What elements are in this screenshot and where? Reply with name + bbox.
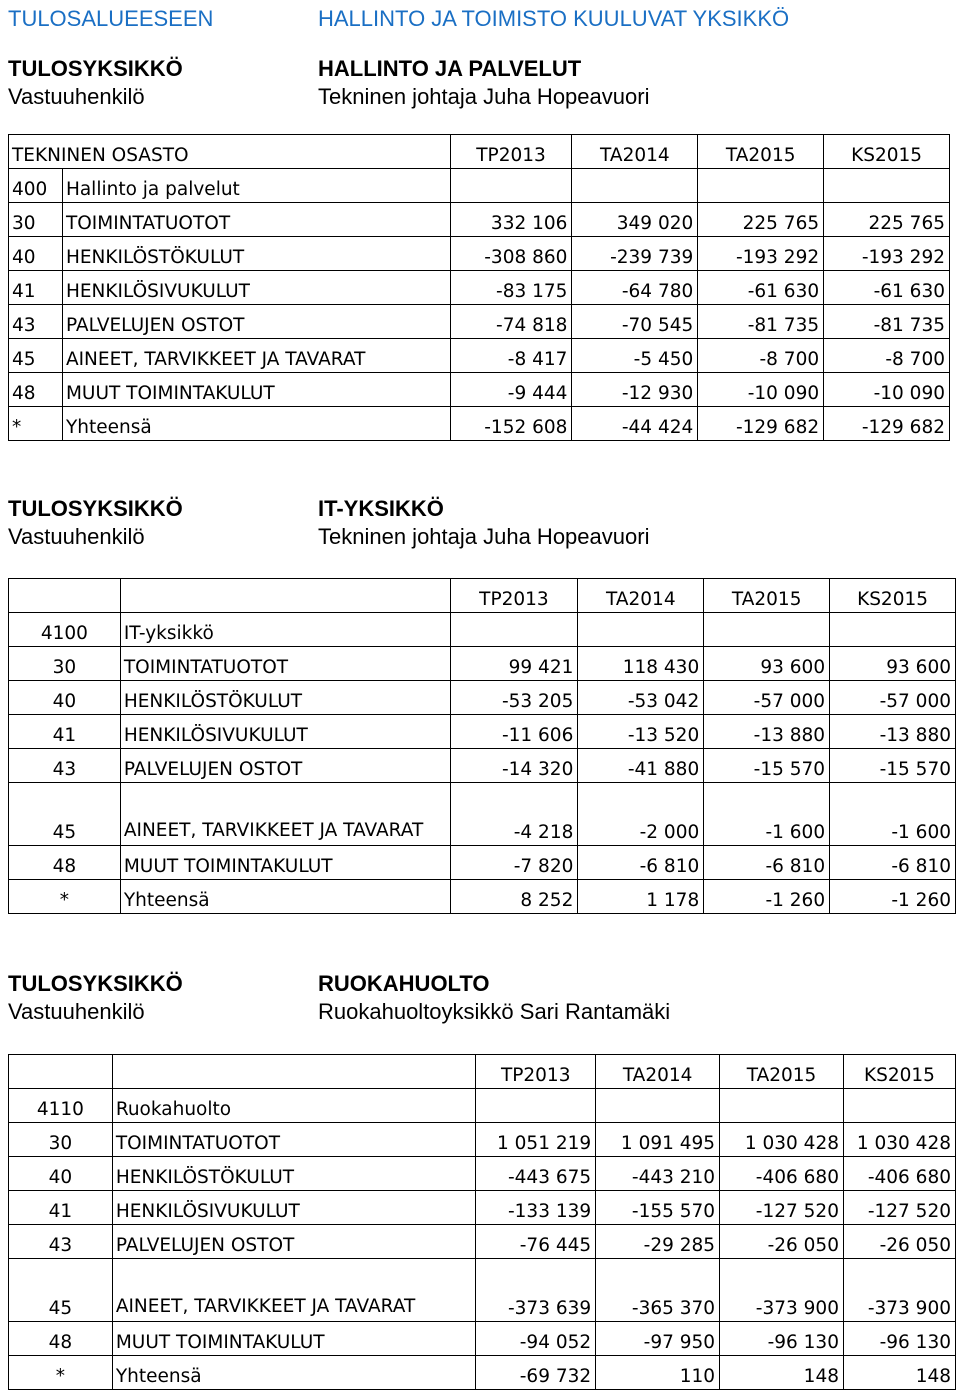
table-row	[9, 783, 956, 846]
budget-table-it	[8, 578, 956, 914]
value-cell: 349 020	[572, 203, 698, 237]
budget-table-hallinto	[8, 134, 950, 441]
value-cell: -1 600	[704, 783, 830, 846]
account-name: HENKILÖSTÖKULUT	[112, 1157, 475, 1191]
account-code: 4110	[9, 1089, 113, 1123]
account-name: HENKILÖSIVUKULUT	[120, 715, 450, 749]
value-cell: -97 950	[596, 1322, 720, 1356]
value-cell: -406 680	[843, 1157, 955, 1191]
account-name: MUUT TOIMINTAKULUT	[62, 373, 450, 407]
account-code: *	[9, 880, 121, 914]
group-row	[9, 613, 956, 647]
table-header-row	[9, 1055, 956, 1089]
value-cell: -61 630	[824, 271, 950, 305]
value-cell: -2 000	[578, 783, 704, 846]
value-cell: -193 292	[698, 237, 824, 271]
account-name: HENKILÖSTÖKULUT	[62, 237, 450, 271]
unit-label: TULOSYKSIKKÖ	[8, 971, 183, 996]
account-name: IT-yksikkö	[120, 613, 450, 647]
unit-name: HALLINTO JA PALVELUT	[318, 56, 582, 81]
value-cell: 1 030 428	[720, 1123, 844, 1157]
group-row	[9, 169, 950, 203]
table-header-row	[9, 579, 956, 613]
value-cell: -44 424	[572, 407, 698, 441]
account-code: 41	[9, 271, 63, 305]
header-cell: TA2014	[572, 135, 698, 169]
value-cell: -193 292	[824, 237, 950, 271]
account-name: Yhteensä	[112, 1356, 475, 1390]
table-row	[9, 681, 956, 715]
table-row	[9, 237, 950, 271]
value-cell: -127 520	[843, 1191, 955, 1225]
person-label: Vastuuhenkilö	[8, 84, 145, 109]
account-code: 400	[9, 169, 63, 203]
account-code: 45	[9, 339, 63, 373]
value-cell: -13 880	[830, 715, 956, 749]
budget-table-ruokahuolto	[8, 1054, 956, 1390]
account-name: Ruokahuolto	[112, 1089, 475, 1123]
header-cell: TA2015	[698, 135, 824, 169]
value-cell: -96 130	[720, 1322, 844, 1356]
header-cell: TA2014	[578, 579, 704, 613]
value-cell: -443 675	[476, 1157, 596, 1191]
value-cell: 332 106	[450, 203, 572, 237]
header-cell: TA2015	[704, 579, 830, 613]
value-cell: -10 090	[824, 373, 950, 407]
group-row	[9, 1089, 956, 1123]
value-cell: -9 444	[450, 373, 572, 407]
value-cell: -7 820	[450, 846, 578, 880]
value-cell: -64 780	[572, 271, 698, 305]
value-cell: -61 630	[698, 271, 824, 305]
value-cell: -365 370	[596, 1259, 720, 1322]
value-cell: 118 430	[578, 647, 704, 681]
unit-person: Ruokahuoltoyksikkö Sari Rantamäki	[318, 999, 671, 1024]
account-name: AINEET, TARVIKKEET JA TAVARAT	[62, 339, 450, 373]
total-row	[9, 880, 956, 914]
value-cell: 148	[720, 1356, 844, 1390]
unit-label: TULOSYKSIKKÖ	[8, 56, 183, 81]
header-cell: TP2013	[450, 579, 578, 613]
table-row	[9, 271, 950, 305]
area-heading: TULOSALUEESEEN	[8, 6, 214, 31]
account-code: 45	[9, 1259, 113, 1322]
table-row	[9, 1191, 956, 1225]
account-code: 48	[9, 846, 121, 880]
account-code: 4100	[9, 613, 121, 647]
value-cell: -53 042	[578, 681, 704, 715]
table-row	[9, 1322, 956, 1356]
table-row	[9, 1225, 956, 1259]
account-code: 40	[9, 681, 121, 715]
value-cell: -26 050	[720, 1225, 844, 1259]
account-name: HENKILÖSIVUKULUT	[112, 1191, 475, 1225]
account-name: Hallinto ja palvelut	[62, 169, 450, 203]
account-code: *	[9, 1356, 113, 1390]
value-cell: -81 735	[824, 305, 950, 339]
value-cell: -11 606	[450, 715, 578, 749]
value-cell: -1 260	[704, 880, 830, 914]
value-cell: -133 139	[476, 1191, 596, 1225]
table-row	[9, 846, 956, 880]
account-name: MUUT TOIMINTAKULUT	[120, 846, 450, 880]
account-code: 40	[9, 1157, 113, 1191]
value-cell: 225 765	[698, 203, 824, 237]
value-cell: -373 639	[476, 1259, 596, 1322]
account-code: 45	[9, 783, 121, 846]
table-header-row	[9, 135, 950, 169]
unit-name: IT-YKSIKKÖ	[318, 496, 444, 521]
value-cell: -76 445	[476, 1225, 596, 1259]
table-row	[9, 1259, 956, 1322]
table-row	[9, 203, 950, 237]
account-name: AINEET, TARVIKKEET JA TAVARAT	[120, 783, 450, 846]
value-cell: -81 735	[698, 305, 824, 339]
value-cell: -69 732	[476, 1356, 596, 1390]
value-cell: -152 608	[450, 407, 572, 441]
account-name: HENKILÖSIVUKULUT	[62, 271, 450, 305]
account-code: 43	[9, 1225, 113, 1259]
table-row	[9, 749, 956, 783]
value-cell: -6 810	[578, 846, 704, 880]
account-name: PALVELUJEN OSTOT	[112, 1225, 475, 1259]
account-name: MUUT TOIMINTAKULUT	[112, 1322, 475, 1356]
value-cell: -129 682	[824, 407, 950, 441]
value-cell: -8 700	[698, 339, 824, 373]
value-cell: -53 205	[450, 681, 578, 715]
account-code: 40	[9, 237, 63, 271]
value-cell: -1 600	[830, 783, 956, 846]
account-name: Yhteensä	[120, 880, 450, 914]
account-code: 30	[9, 203, 63, 237]
account-name: TOIMINTATUOTOT	[62, 203, 450, 237]
value-cell: -373 900	[843, 1259, 955, 1322]
account-code: 30	[9, 1123, 113, 1157]
value-cell: -308 860	[450, 237, 572, 271]
account-name: HENKILÖSTÖKULUT	[120, 681, 450, 715]
header-cell: KS2015	[843, 1055, 955, 1089]
account-code: 43	[9, 305, 63, 339]
value-cell: -41 880	[578, 749, 704, 783]
value-cell: 99 421	[450, 647, 578, 681]
account-code: 41	[9, 1191, 113, 1225]
value-cell: -14 320	[450, 749, 578, 783]
value-cell: -57 000	[704, 681, 830, 715]
value-cell: -29 285	[596, 1225, 720, 1259]
table-row	[9, 339, 950, 373]
value-cell: -1 260	[830, 880, 956, 914]
value-cell: -443 210	[596, 1157, 720, 1191]
header-cell: TA2015	[720, 1055, 844, 1089]
value-cell: 93 600	[830, 647, 956, 681]
person-label: Vastuuhenkilö	[8, 999, 145, 1024]
value-cell: -96 130	[843, 1322, 955, 1356]
value-cell: -5 450	[572, 339, 698, 373]
value-cell: -8 417	[450, 339, 572, 373]
account-name: TOIMINTATUOTOT	[120, 647, 450, 681]
header-cell: TA2014	[596, 1055, 720, 1089]
value-cell: 1 091 495	[596, 1123, 720, 1157]
value-cell: -57 000	[830, 681, 956, 715]
value-cell: 225 765	[824, 203, 950, 237]
value-cell: -129 682	[698, 407, 824, 441]
header-cell: TP2013	[476, 1055, 596, 1089]
value-cell: -6 810	[704, 846, 830, 880]
value-cell: 1 178	[578, 880, 704, 914]
account-code: 43	[9, 749, 121, 783]
unit-person: Tekninen johtaja Juha Hopeavuori	[318, 84, 650, 109]
header-cell: TEKNINEN OSASTO	[9, 135, 451, 169]
table-row	[9, 1123, 956, 1157]
value-cell: -12 930	[572, 373, 698, 407]
table-row	[9, 305, 950, 339]
value-cell: -15 570	[830, 749, 956, 783]
table-row	[9, 373, 950, 407]
value-cell: -13 520	[578, 715, 704, 749]
account-code: 48	[9, 1322, 113, 1356]
value-cell: 1 051 219	[476, 1123, 596, 1157]
value-cell: -239 739	[572, 237, 698, 271]
value-cell: -373 900	[720, 1259, 844, 1322]
account-code: 41	[9, 715, 121, 749]
value-cell: 93 600	[704, 647, 830, 681]
value-cell: -155 570	[596, 1191, 720, 1225]
value-cell: -10 090	[698, 373, 824, 407]
value-cell: -26 050	[843, 1225, 955, 1259]
header-cell: KS2015	[824, 135, 950, 169]
account-code: 30	[9, 647, 121, 681]
value-cell: -83 175	[450, 271, 572, 305]
account-name: Yhteensä	[62, 407, 450, 441]
person-label: Vastuuhenkilö	[8, 524, 145, 549]
total-row	[9, 1356, 956, 1390]
account-name: TOIMINTATUOTOT	[112, 1123, 475, 1157]
value-cell: -70 545	[572, 305, 698, 339]
value-cell: -6 810	[830, 846, 956, 880]
value-cell: -406 680	[720, 1157, 844, 1191]
account-code: *	[9, 407, 63, 441]
unit-name: RUOKAHUOLTO	[318, 971, 490, 996]
header-cell: TP2013	[450, 135, 572, 169]
value-cell: -8 700	[824, 339, 950, 373]
value-cell: -13 880	[704, 715, 830, 749]
account-name: PALVELUJEN OSTOT	[62, 305, 450, 339]
unit-person: Tekninen johtaja Juha Hopeavuori	[318, 524, 650, 549]
value-cell: 8 252	[450, 880, 578, 914]
value-cell: -127 520	[720, 1191, 844, 1225]
table-row	[9, 647, 956, 681]
value-cell: 1 030 428	[843, 1123, 955, 1157]
value-cell: -94 052	[476, 1322, 596, 1356]
account-code: 48	[9, 373, 63, 407]
value-cell: -4 218	[450, 783, 578, 846]
value-cell: 148	[843, 1356, 955, 1390]
table-row	[9, 1157, 956, 1191]
table-row	[9, 715, 956, 749]
value-cell: -74 818	[450, 305, 572, 339]
value-cell: -15 570	[704, 749, 830, 783]
account-name: PALVELUJEN OSTOT	[120, 749, 450, 783]
area-subheading: HALLINTO JA TOIMISTO KUULUVAT YKSIKKÖ	[318, 6, 790, 31]
unit-label: TULOSYKSIKKÖ	[8, 496, 183, 521]
total-row	[9, 407, 950, 441]
header-cell: KS2015	[830, 579, 956, 613]
value-cell: 110	[596, 1356, 720, 1390]
account-name: AINEET, TARVIKKEET JA TAVARAT	[112, 1259, 475, 1322]
